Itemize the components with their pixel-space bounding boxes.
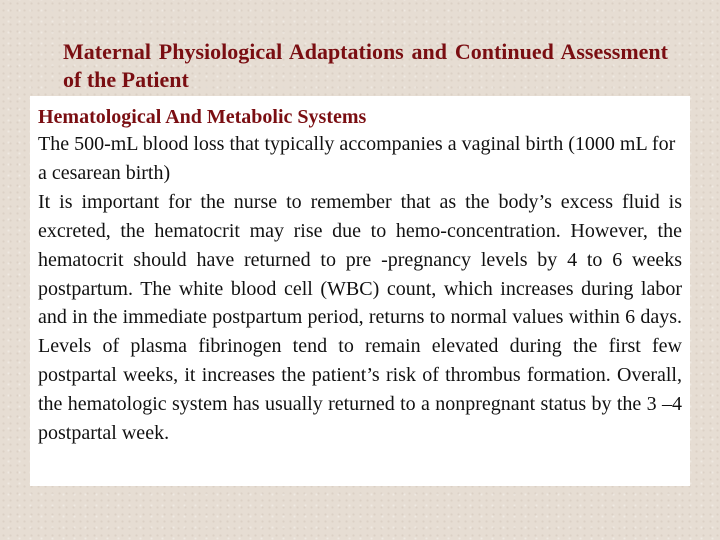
hematocrit-paragraph: It is important for the nurse to remember that as the body’s excess fluid is excreted, the hematocrit may rise due to hemo-concentration. However, the hematocrit should have returned to pre -pregnancy levels by 4 to 6 weeks postpartum. The white blood cell (WBC) count, which increases during labor and in the immediate postpartum period, returns to normal values within 6 days. Levels of plasma fibrinogen tend to remain elevated during the first few postpartal weeks, it increases the patient’s risk of thrombus formation. Overall, the hematologic system has usually returned to a nonpregnant status by the 3 –4 postpartal week. (38, 190, 682, 445)
blood-loss-paragraph: The 500-mL blood loss that typically accompanies a vaginal birth (1000 mL for a cesarean birth) (38, 133, 676, 184)
section-heading: Hematological And Metabolic Systems (38, 106, 367, 128)
slide-title: Maternal Physiological Adaptations and Continued Assessment of the Patient (63, 39, 668, 92)
content-box (30, 96, 690, 486)
